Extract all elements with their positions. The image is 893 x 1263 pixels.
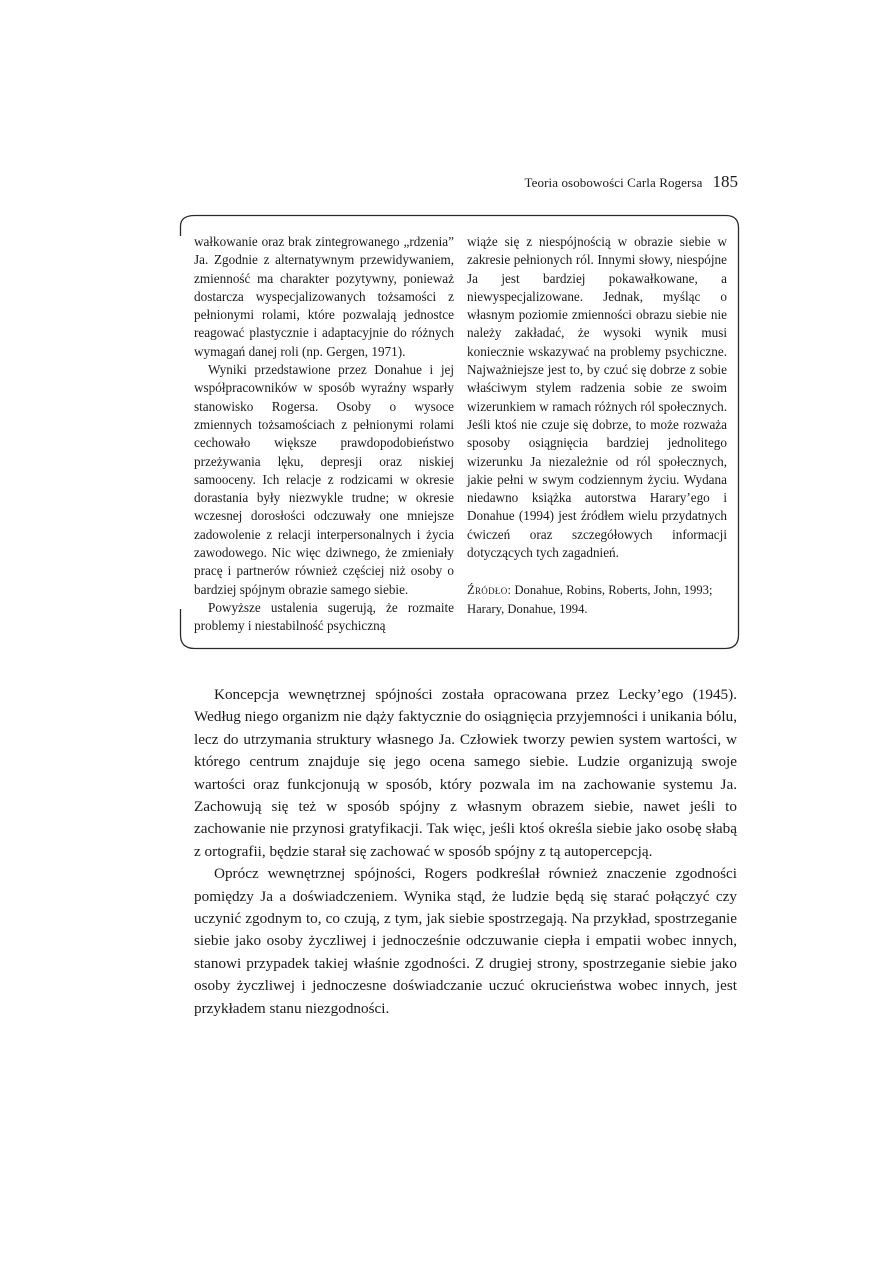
box-source — [467, 581, 727, 618]
main-body-text — [194, 684, 737, 1020]
box-paragraph: wiąże się z niespójnością w obrazie siebie w zakresie pełnionych ról. Innymi słowy, niespójne Ja jest bardziej pokawałkowane, a niewyspecjalizowane. Jednak, myśląc o własnym poziomie zmienności obrazu siebie nie należy zakładać, że wysoki wynik musi koniecznie wskazywać na problemy psychiczne. Najważniejsze jest to, by czuć się dobrze z sobie właściwym stylem radzenia sobie ze swoim wizerunkiem w ramach różnych ról społecznych. Jeśli ktoś nie czuje się dobrze, to może rozważa sposoby osiągnięcia bardziej jednolitego wizerunku Ja niezależnie od ról społecznych, jakie pełni w swym codziennym życiu. Wydana niedawno książka autorstwa Harary’ego i Donahue (1994) jest źródłem wielu przydatnych ćwiczeń oraz szczegółowych informacji dotyczących tych zagadnień. — [467, 234, 727, 561]
running-head-title: Teoria osobowości Carla Rogersa — [524, 175, 703, 190]
source-text: Donahue, Robins, Roberts, John, 1993; Harary, Donahue, 1994. — [467, 583, 713, 616]
running-head — [480, 172, 738, 196]
body-paragraph: Koncepcja wewnętrznej spójności została opracowana przez Lecky’ego (1945). Według niego organizm nie dąży faktycznie do osiągnięcia przyjemności i unikania bólu, lecz do utrzymania struktury własnego Ja. Człowiek tworzy pewien system wartości, w którego centrum znajduje się jego ocena samego siebie. Ludzie organizują swoje wartości oraz funkcjonują w sposób, który pozwala im na zachowanie systemu Ja. Zachowują się też w sposób spójny z własnym obrazem siebie, nawet jeśli to zachowanie nie przynosi gratyfikacji. Tak więc, jeśli ktoś określa siebie jako osobę słabą z ortografii, będzie starał się zachować w sposób spójny z tą autopercepcją. — [194, 686, 737, 860]
page-number: 185 — [712, 172, 738, 191]
box-left-column — [194, 233, 454, 636]
box-paragraph: Powyższe ustalenia sugerują, że rozmaite problemy i niestabilność psychiczną — [194, 599, 454, 634]
box-paragraph: Wyniki przedstawione przez Donahue i jej współpracowników w sposób wyraźny wsparły stanowisko Rogersa. Osoby o wysoce zmiennych tożsamościach z pełnionymi rolami cechowało większe prawdopodobieństwo przeżywania lęku, depresji oraz niskiej samooceny. Ich relacje z rodzicami w okresie dorastania były niezwykle trudne; w okresie wczesnej dorosłości odczuwały one mniejsze zadowolenie z relacji interpersonalnych i życia zawodowego. Nic więc dziwnego, że zmieniały pracę i partnerów również częściej niż osoby o bardziej spójnym obrazie samego siebie. — [194, 362, 454, 597]
box-paragraph: wałkowanie oraz brak zintegrowanego „rdzenia” Ja. Zgodnie z alternatywnym przewidywaniem, zmienność ma charakter pozytywny, ponieważ dostarcza wyspecjalizowanych tożsamości z pełnionymi rolami, które pozwalają jednostce reagować plastycznie i adaptacyjnie do różnych wymagań danej roli (np. Gergen, 1971). — [194, 234, 454, 359]
box-right-column — [467, 233, 727, 618]
source-label: Źródło: — [467, 583, 512, 598]
body-paragraph: Oprócz wewnętrznej spójności, Rogers podkreślał również znaczenie zgodności pomiędzy Ja a doświadczeniem. Wynika stąd, że ludzie będą się starać połączyć czy uczynić zgodnym to, co czują, z tym, jak siebie spostrzegają. Na przykład, spostrzeganie siebie jako osoby życzliwej i jednocześnie odczuwanie ciepła i empatii wobec innych, stanowi przypadek takiej właśnie zgodności. Z drugiej strony, spostrzeganie siebie jako osoby życzliwej i jednoczesne doświadczanie uczuć okrucieństwa wobec innych, jest przykładem stanu niezgodności. — [194, 865, 737, 1017]
